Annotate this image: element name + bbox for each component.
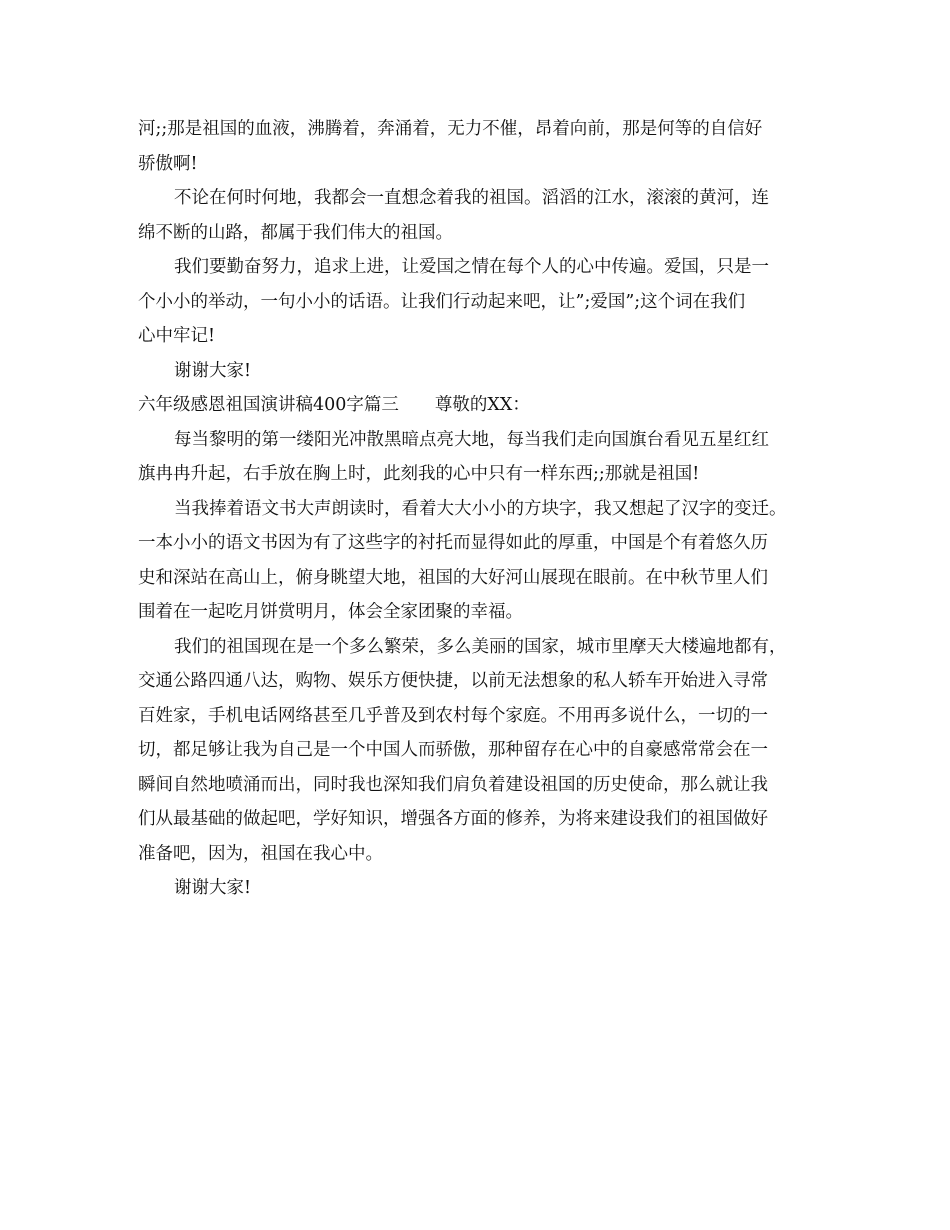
text-line: 准备吧，因为，祖国在我心中。 — [138, 843, 383, 864]
text-line: 河;;那是祖国的血液，沸腾着，奔涌着，无力不催，昂着向前，那是何等的自信好 — [138, 119, 763, 139]
text-line: 史和深站在高山上，俯身眺望大地，祖国的大好河山展现在眼前。在中秋节里人们 — [138, 567, 768, 588]
text-line: 百姓家，手机电话网络甚至几乎普及到农村每个家庭。不用再多说什么，一切的一 — [138, 705, 768, 726]
section-heading — [138, 388, 828, 423]
text-line: 交通公路四通八达，购物、娱乐方便快捷，以前无法想象的私人轿车开始进入寻常 — [138, 671, 768, 691]
text-line: 切，都足够让我为自己是一个中国人而骄傲，那种留存在心中的自豪感常常会在一 — [138, 740, 768, 760]
closing-thanks: 谢谢大家! — [174, 878, 252, 898]
salutation: 尊敬的XX： — [434, 395, 530, 415]
text-line: 绵不断的山路，都属于我们伟大的祖国。 — [138, 222, 453, 243]
text-line: 们从最基础的做起吧，学好知识，增强各方面的修养，为将来建设我们的祖国做好 — [138, 809, 768, 829]
text-line: 个小小的举动，一句小小的话语。让我们行动起来吧，让”;爱国”;这个词在我们 — [138, 291, 746, 312]
closing-thanks: 谢谢大家! — [174, 360, 252, 381]
text-line: 我们要勤奋努力，追求上进，让爱国之情在每个人的心中传遍。爱国，只是一 — [174, 257, 769, 277]
text-line: 不论在何时何地，我都会一直想念着我的祖国。滔滔的江水，滚滚的黄河，连 — [174, 188, 769, 208]
text-line: 当我捧着语文书大声朗读时，看着大大小小的方块字，我又想起了汉字的变迁。 — [174, 498, 787, 519]
text-line: 一本小小的语文书因为有了这些字的衬托而显得如此的厚重，中国是个有着悠久历 — [138, 533, 768, 553]
text-line: 我们的祖国现在是一个多么繁荣，多么美丽的国家，城市里摩天大楼遍地都有， — [174, 636, 787, 657]
text-line: 围着在一起吃月饼赏明月，体会全家团聚的幸福。 — [138, 602, 523, 622]
text-line: 瞬间自然地喷涌而出，同时我也深知我们肩负着建设祖国的历史使命，那么就让我 — [138, 774, 768, 795]
text-line: 骄傲啊! — [138, 153, 198, 174]
text-line: 每当黎明的第一缕阳光冲散黑暗点亮大地，每当我们走向国旗台看见五星红红 — [174, 429, 769, 450]
text-line: 心中牢记! — [138, 326, 216, 346]
text-line: 旗冉冉升起，右手放在胸上时，此刻我的心中只有一样东西;;那就是祖国! — [138, 464, 700, 484]
section-title: 六年级感恩祖国演讲稿400字篇三 — [138, 395, 399, 415]
document-body — [138, 112, 828, 906]
